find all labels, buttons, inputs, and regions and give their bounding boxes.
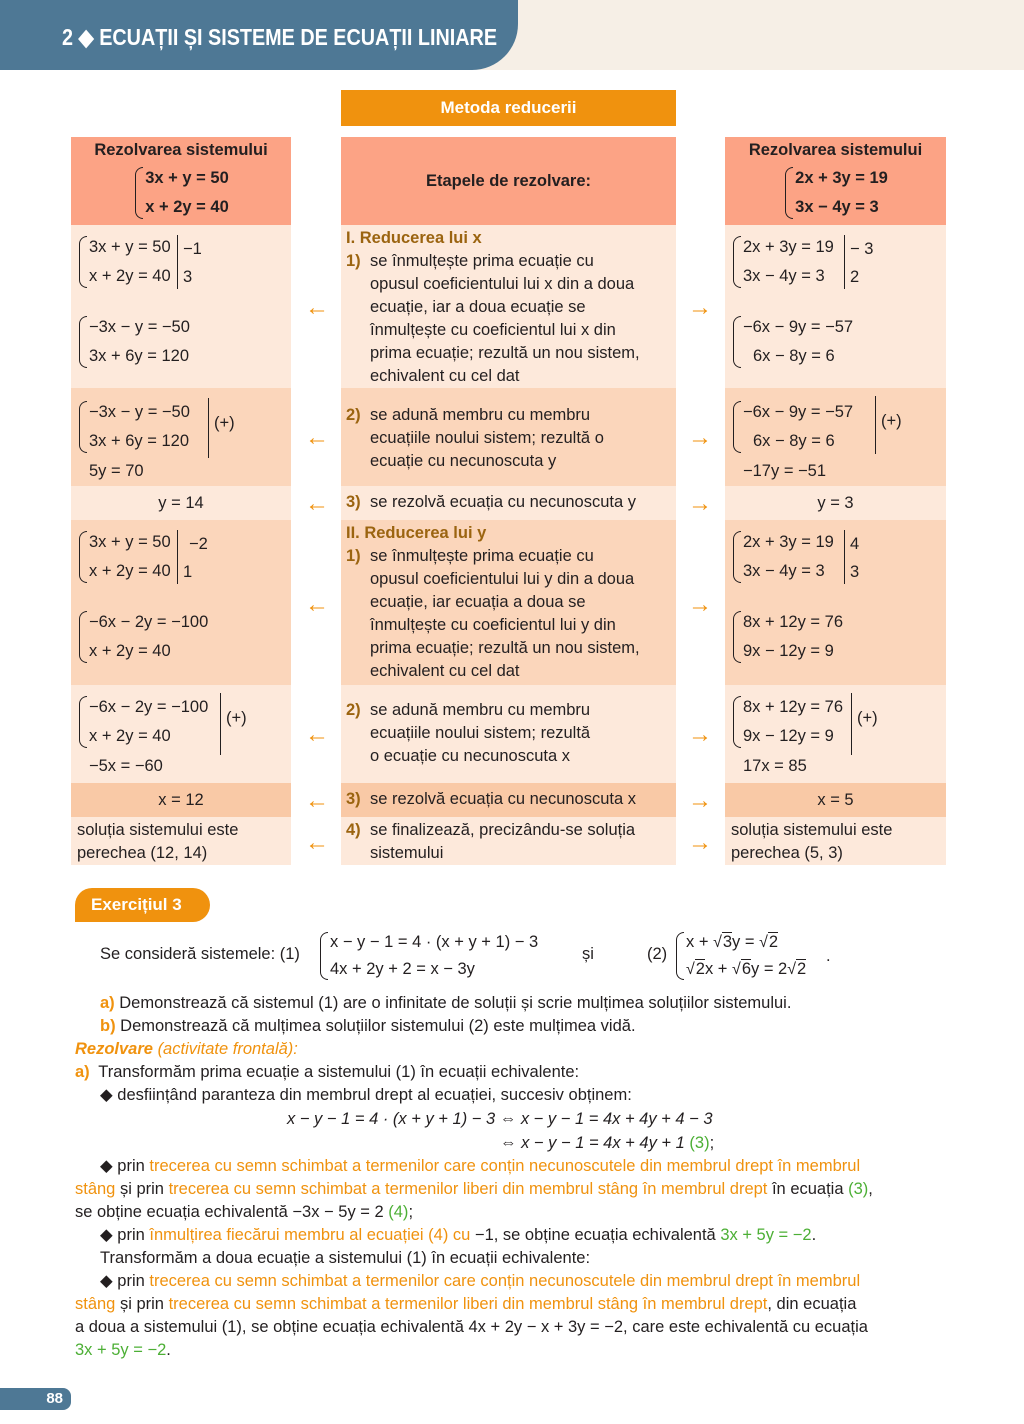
system xyxy=(77,398,190,456)
solution-line: soluția sistemului este xyxy=(731,821,893,839)
right-main-system xyxy=(783,164,888,222)
system xyxy=(731,313,853,371)
text: se obține ecuația echivalentă −3x − 5y = 2 xyxy=(75,1203,389,1221)
solution-line: perechea (12, 14) xyxy=(77,844,208,862)
punctuation: ; xyxy=(709,1134,715,1152)
equation: 6x − 8y = 6 xyxy=(753,347,835,365)
step-1 xyxy=(346,250,671,388)
equation: ⇔ x − y − 1 = 4x + 4y + 1 xyxy=(500,1134,685,1152)
sqrt-radicand: 3 xyxy=(722,933,733,951)
step-line: înmulțește cu coeficientul lui y din xyxy=(370,616,616,634)
solution-title: Rezolvare xyxy=(75,1040,153,1058)
left-row-1 xyxy=(71,225,291,388)
equation-tag: (4) xyxy=(388,1203,409,1221)
addition-op: (+) xyxy=(875,396,902,454)
step-4 xyxy=(346,819,671,865)
equation: 3x + 6y = 120 xyxy=(89,432,189,450)
equation: 3x + y = 50 xyxy=(89,533,171,551)
equation: 2x + 3y = 19 xyxy=(743,238,834,256)
equation: x + 2y = 40 xyxy=(89,267,171,285)
equation: 3x + 6y = 120 xyxy=(89,347,189,365)
multipliers xyxy=(844,235,873,289)
step-line: ecuație cu necunoscuta y xyxy=(370,452,557,470)
step-line: prima ecuație; rezultă un nou sistem, xyxy=(370,639,640,657)
multiplier: 4 xyxy=(850,535,860,553)
multiplier: −2 xyxy=(189,535,208,553)
step-number: 2) xyxy=(346,701,361,719)
multiplier: 2 xyxy=(850,268,860,286)
equation: x − y − 1 = 4 · (x + y + 1) − 3 xyxy=(330,933,539,951)
task-label: a) xyxy=(100,994,115,1012)
method-title: Metoda reducerii xyxy=(341,90,676,126)
exercise-badge: Exercițiul 3 xyxy=(75,888,210,922)
sqrt-radicand: 2 xyxy=(768,933,779,951)
equation: −6x − 9y = −57 xyxy=(743,403,854,421)
solution-subtitle: (activitate frontală): xyxy=(157,1040,298,1058)
transform-2: Transformăm a doua ecuație a sistemului (1) în ecuații echivalente: xyxy=(100,1249,591,1267)
step-line: ecuațiile noului sistem; rezultă o xyxy=(370,429,604,447)
system-1 xyxy=(318,929,538,983)
step-line: se rezolvă ecuația cu necunoscuta x xyxy=(370,790,636,808)
step-number: 1) xyxy=(346,252,361,270)
bullet-2-line-3 xyxy=(75,1201,413,1224)
solution-heading xyxy=(75,1038,298,1061)
equation: x + 2y = 40 xyxy=(89,727,171,745)
step-line: ecuațiile noului sistem; rezultă xyxy=(370,724,591,742)
equation: −6x − 2y = −100 xyxy=(89,698,209,716)
highlight: trecerea cu semn schimbat a termenilor care conțin necunoscutele din membrul drept în membrul xyxy=(149,1157,861,1175)
system xyxy=(731,233,834,291)
step-row-7 xyxy=(341,817,676,865)
step-number: 3) xyxy=(346,790,361,808)
step-line: echivalent cu cel dat xyxy=(370,367,520,385)
arrow-right-icon: → xyxy=(688,490,712,517)
text: și prin xyxy=(115,1180,169,1198)
arrow-right-icon: → xyxy=(688,829,712,856)
step-row-6 xyxy=(341,783,676,817)
equation: 2x + 3y = 19 xyxy=(795,169,888,187)
arrow-right-icon: → xyxy=(688,591,712,618)
equation: −3x − y = −50 xyxy=(89,403,190,421)
equation: 2x + 3y = 19 xyxy=(743,533,834,551)
step-row-2 xyxy=(341,388,676,486)
highlight: trecerea cu semn schimbat a termenilor liberi din membrul stâng în membrul drept xyxy=(168,1180,768,1198)
part-1-title: I. Reducerea lui x xyxy=(346,229,482,247)
right-row-6: x = 5 xyxy=(725,783,946,817)
step-3 xyxy=(346,491,671,514)
bullet-3 xyxy=(100,1224,816,1247)
addition-op: (+) xyxy=(851,693,878,755)
equation-highlight: 3x + 5y = −2 xyxy=(75,1341,167,1359)
left-row-2 xyxy=(71,388,291,486)
task-label: b) xyxy=(100,1017,116,1035)
bullet-4-line-4 xyxy=(75,1339,171,1362)
task-b xyxy=(100,1015,636,1038)
right-row-4 xyxy=(725,520,946,685)
result: −5x = −60 xyxy=(89,757,163,775)
sqrt-radicand: 2 xyxy=(695,960,705,978)
arrow-left-icon: ← xyxy=(305,591,329,618)
right-heading: Rezolvarea sistemului xyxy=(748,141,923,159)
exercise-intro: Se consideră sistemele: (1) xyxy=(100,945,300,963)
multiplier: 3 xyxy=(183,268,193,286)
equation: 3x − 4y = 3 xyxy=(743,562,825,580)
right-heading-cell xyxy=(725,137,946,225)
equation: x + 2y = 40 xyxy=(89,562,171,580)
multipliers xyxy=(177,530,208,584)
solution-line: perechea (5, 3) xyxy=(731,844,843,862)
left-row-3: y = 14 xyxy=(71,486,291,520)
term: x + xyxy=(686,933,714,951)
arrow-left-icon: ← xyxy=(305,787,329,814)
left-main-system xyxy=(133,164,229,222)
text: în ecuația xyxy=(767,1180,849,1198)
equation-line-2 xyxy=(500,1132,714,1155)
result: −17y = −51 xyxy=(743,462,827,480)
multiplier: 1 xyxy=(183,563,193,581)
step-line: sistemului xyxy=(370,844,444,862)
system xyxy=(77,528,171,586)
system-2-label: (2) xyxy=(647,945,668,963)
step-2 xyxy=(346,404,671,473)
equation: 3x + y = 50 xyxy=(89,238,171,256)
equation: −3x − y = −50 xyxy=(89,318,190,336)
punctuation: ; xyxy=(408,1203,414,1221)
equation: √2x + √6y = 2√2 xyxy=(686,960,807,978)
equation: 8x + 12y = 76 xyxy=(743,698,843,716)
punctuation: . xyxy=(166,1341,171,1359)
step-number: 3) xyxy=(346,493,361,511)
equation: x + 2y = 40 xyxy=(89,642,171,660)
arrow-right-icon: → xyxy=(688,721,712,748)
system xyxy=(77,313,190,371)
arrow-left-icon: ← xyxy=(305,829,329,856)
step-number: 2) xyxy=(346,406,361,424)
text: , din ecuația xyxy=(767,1295,857,1313)
bullet-2-line-1 xyxy=(100,1155,860,1178)
solution-label: a) xyxy=(75,1063,90,1081)
equation: 8x + 12y = 76 xyxy=(743,613,843,631)
right-row-2 xyxy=(725,388,946,486)
equation-highlight: 3x + 5y = −2 xyxy=(720,1226,812,1244)
right-row-5 xyxy=(725,685,946,783)
punctuation: , xyxy=(868,1180,873,1198)
solution-text: Transformăm prima ecuație a sistemului (1) în ecuații echivalente: xyxy=(98,1063,580,1081)
step-line: se rezolvă ecuația cu necunoscuta y xyxy=(370,493,636,511)
bullet-4-line-3: a doua a sistemului (1), se obține ecuația echivalentă 4x + 2y − x + 3y = −2, care este echivalentă cu ecuația xyxy=(75,1318,868,1336)
step-line: se înmulțește prima ecuație cu xyxy=(370,547,594,565)
step-line: opusul coeficientului lui x din a doua xyxy=(370,275,635,293)
left-heading: Rezolvarea sistemului xyxy=(94,141,268,159)
step-line: opusul coeficientului lui y din a doua xyxy=(370,570,635,588)
step-line: prima ecuație; rezultă un nou sistem, xyxy=(370,344,640,362)
system-2 xyxy=(674,929,806,983)
step-number: 4) xyxy=(346,821,361,839)
multipliers xyxy=(177,235,202,289)
arrow-left-icon: ← xyxy=(305,424,329,451)
equation: x + 2y = 40 xyxy=(145,198,229,216)
step-2 xyxy=(346,699,671,768)
highlight: stâng xyxy=(75,1180,116,1198)
right-row-7 xyxy=(725,817,946,865)
step-3 xyxy=(346,788,671,811)
multiplier: −1 xyxy=(183,240,202,258)
step-line: se adună membru cu membru xyxy=(370,701,591,719)
highlight: stâng xyxy=(75,1295,116,1313)
chapter-title: 2 ◆ ECUAȚII ȘI SISTEME DE ECUAȚII LINIARE xyxy=(62,24,498,50)
system xyxy=(77,693,208,751)
result: 17x = 85 xyxy=(743,757,807,775)
equation: 4x + 2y + 2 = x − 3y xyxy=(330,960,475,978)
highlight: înmulțirea fiecărui membru al ecuației (4) cu xyxy=(149,1226,471,1244)
highlight: trecerea cu semn schimbat a termenilor liberi din membrul stâng în membrul drept xyxy=(168,1295,768,1313)
bullet-4-line-1 xyxy=(100,1270,860,1293)
part-2-title: II. Reducerea lui y xyxy=(346,524,487,542)
step-line: o ecuație cu necunoscuta x xyxy=(370,747,570,765)
sqrt-radicand: 6 xyxy=(741,960,751,978)
step-1 xyxy=(346,545,671,683)
step-line: ecuație, iar ecuația a doua se xyxy=(370,593,586,611)
multiplier: − 3 xyxy=(850,240,874,258)
step-row-1 xyxy=(341,225,676,388)
arrow-left-icon: ← xyxy=(305,294,329,321)
step-line: se adună membru cu membru xyxy=(370,406,591,424)
equation: 3x − 4y = 3 xyxy=(795,198,879,216)
result: 5y = 70 xyxy=(89,462,144,480)
bullet-2-line-2 xyxy=(75,1178,873,1201)
steps-heading: Etapele de rezolvare: xyxy=(425,172,592,190)
text: ◆ prin xyxy=(100,1226,150,1244)
text: −1, se obține ecuația echivalentă xyxy=(470,1226,721,1244)
step-line: înmulțește cu coeficientul lui x din xyxy=(370,321,616,339)
equation-tag: (3) xyxy=(848,1180,869,1198)
system xyxy=(731,608,843,666)
solution-line: soluția sistemului este xyxy=(77,821,239,839)
equation: −6x − 9y = −57 xyxy=(743,318,854,336)
equation-tag: (3) xyxy=(689,1134,710,1152)
multipliers xyxy=(844,530,859,584)
equation: x + √3y = √2 xyxy=(686,933,779,951)
solution-a xyxy=(75,1061,579,1084)
step-number: 1) xyxy=(346,547,361,565)
equation: 9x − 12y = 9 xyxy=(743,642,834,660)
equation: −6x − 2y = −100 xyxy=(89,613,209,631)
equation-line-1: x − y − 1 = 4 · (x + y + 1) − 3 ⇔ x − y − 1 = 4x + 4y + 4 − 3 xyxy=(287,1110,713,1128)
step-row-5 xyxy=(341,685,676,783)
addition-op: (+) xyxy=(208,398,235,458)
arrow-left-icon: ← xyxy=(305,721,329,748)
bullet-1: ◆ desființând paranteza din membrul drept al ecuației, succesiv obținem: xyxy=(100,1086,632,1104)
system xyxy=(77,233,171,291)
task-text: Demonstrează că sistemul (1) are o infinitate de soluții și scrie mulțimea soluțiilor sistemului. xyxy=(119,994,792,1012)
arrow-right-icon: → xyxy=(688,294,712,321)
step-line: se finalizează, precizându-se soluția xyxy=(370,821,636,839)
text: ◆ prin xyxy=(100,1157,150,1175)
system xyxy=(731,528,834,586)
term: x + xyxy=(704,960,733,978)
text: și prin xyxy=(115,1295,169,1313)
system xyxy=(731,398,853,456)
chapter-header xyxy=(0,0,518,70)
system xyxy=(731,693,843,751)
term: y = xyxy=(732,933,760,951)
sqrt-radicand: 2 xyxy=(797,960,807,978)
step-line: ecuație, iar a doua ecuație se xyxy=(370,298,586,316)
arrow-left-icon: ← xyxy=(305,490,329,517)
equation: 3x − 4y = 3 xyxy=(743,267,825,285)
task-text: Demonstrează că mulțimea soluțiilor sistemului (2) este mulțimea vidă. xyxy=(120,1017,636,1035)
system xyxy=(77,608,208,666)
addition-op: (+) xyxy=(220,693,247,755)
left-row-4 xyxy=(71,520,291,685)
term: y = 2 xyxy=(751,960,788,978)
equation: 3x + y = 50 xyxy=(145,169,229,187)
arrow-right-icon: → xyxy=(688,787,712,814)
highlight: trecerea cu semn schimbat a termenilor care conțin necunoscutele din membrul drept în membrul xyxy=(149,1272,861,1290)
step-row-3 xyxy=(341,486,676,520)
page-number: 88 xyxy=(0,1388,71,1410)
step-row-4 xyxy=(341,520,676,685)
left-row-7 xyxy=(71,817,291,865)
left-heading-cell xyxy=(71,137,291,225)
task-a xyxy=(100,992,791,1015)
right-row-1 xyxy=(725,225,946,388)
step-line: echivalent cu cel dat xyxy=(370,662,520,680)
bullet-4-line-2 xyxy=(75,1293,856,1316)
multiplier: 3 xyxy=(850,563,860,581)
steps-heading-cell xyxy=(341,137,676,225)
arrow-right-icon: → xyxy=(688,424,712,451)
step-line: se înmulțește prima ecuație cu xyxy=(370,252,594,270)
right-row-3: y = 3 xyxy=(725,486,946,520)
left-row-5 xyxy=(71,685,291,783)
and-word: și xyxy=(582,945,594,963)
equation: 9x − 12y = 9 xyxy=(743,727,834,745)
left-row-6: x = 12 xyxy=(71,783,291,817)
text: ◆ prin xyxy=(100,1272,150,1290)
punctuation: . xyxy=(811,1226,817,1244)
system-2-period: . xyxy=(826,947,831,965)
equation: 6x − 8y = 6 xyxy=(753,432,835,450)
